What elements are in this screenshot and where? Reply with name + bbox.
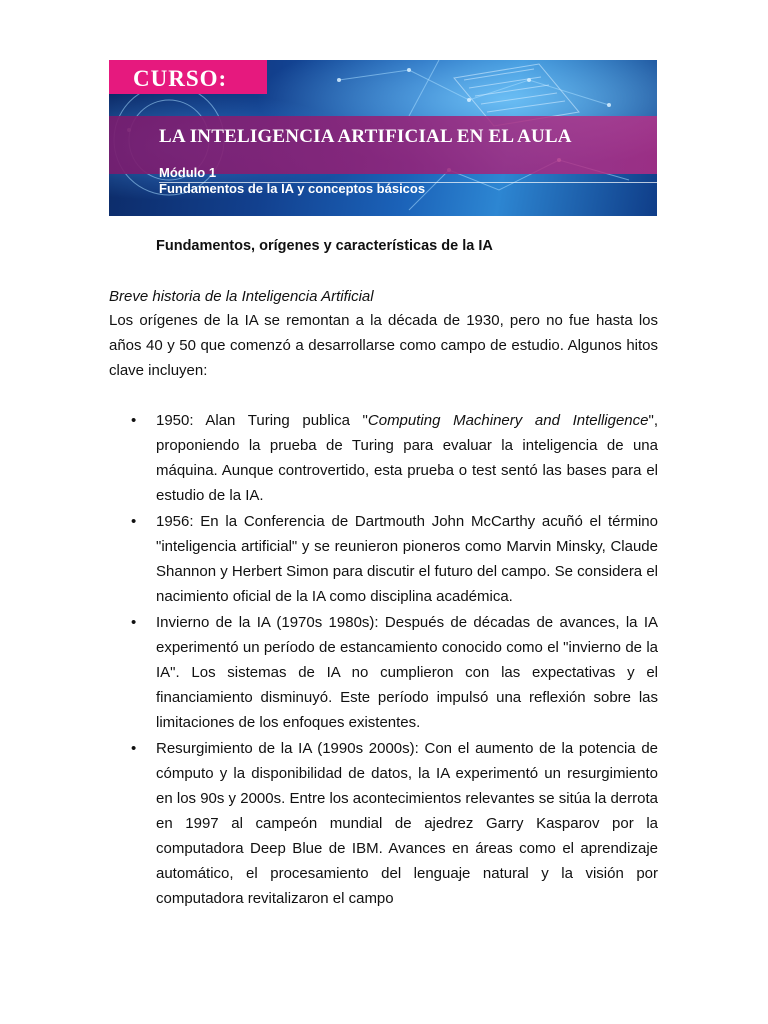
bullet-glyph: • — [131, 412, 137, 429]
bullet-glyph: • — [131, 513, 137, 530]
list-item — [109, 408, 658, 508]
list-item — [109, 509, 658, 609]
section-heading: Fundamentos, orígenes y características de la IA — [156, 238, 493, 254]
course-banner — [109, 60, 657, 216]
curso-label: CURSO: — [133, 66, 228, 91]
module-label: Módulo 1 — [159, 165, 217, 180]
list-item-text: 1956: En la Conferencia de Dartmouth John McCarthy acuñó el término "inteligencia artificial" y se reunieron pioneros como Marvin Minsky, Claude Shannon y Herbert Simon para discutir el futuro del campo. Se considera el nacimiento oficial de la IA como disciplina académica. — [156, 513, 658, 605]
list-item — [109, 736, 658, 911]
history-subheading: Breve historia de la Inteligencia Artificial — [109, 288, 374, 305]
list-item-text: ", proponiendo la prueba de Turing para evaluar la inteligencia de una máquina. Aunque controvertido, esta prueba o test sentó las bases para el estudio de la IA. — [156, 412, 658, 504]
list-item-text: Resurgimiento de la IA (1990s 2000s): Con el aumento de la potencia de cómputo y la disponibilidad de datos, la IA experimentó un resurgimiento en los 90s y 2000s. Entre los acontecimientos relevantes se sitúa la derrota en 1997 al campeón mundial de ajedrez Garry Kasparov por la computadora Deep Blue de IBM. Avances en áreas como el aprendizaje automático, el procesamiento del lenguaje natural y la visión por computadora revitalizaron el campo — [156, 740, 658, 907]
list-item — [109, 610, 658, 735]
paper-title: Computing Machinery and Intelligence — [367, 412, 649, 429]
module-subtitle: Fundamentos de la IA y conceptos básicos — [159, 181, 426, 196]
bullet-glyph: • — [131, 614, 137, 631]
intro-paragraph: Los orígenes de la IA se remontan a la década de 1930, pero no fue hasta los años 40 y 50 que comenzó a desarrollarse como campo de estudio. Algunos hitos clave incluyen: — [109, 312, 658, 379]
list-item-text: 1950: Alan Turing publica " — [156, 412, 368, 429]
curso-label-box — [109, 60, 267, 94]
milestones-list — [109, 408, 658, 912]
list-item-text: Invierno de la IA (1970s 1980s): Después de décadas de avances, la IA experimentó un período de estancamiento conocido como el "invierno de la IA". Los sistemas de IA no cumplieron con las expectativas y el financiamiento disminuyó. Este período impulsó una reflexión sobre las limitaciones de los enfoques existentes. — [156, 614, 658, 731]
course-title: LA INTELIGENCIA ARTIFICIAL EN EL AULA — [159, 126, 572, 147]
bullet-glyph: • — [131, 740, 137, 757]
